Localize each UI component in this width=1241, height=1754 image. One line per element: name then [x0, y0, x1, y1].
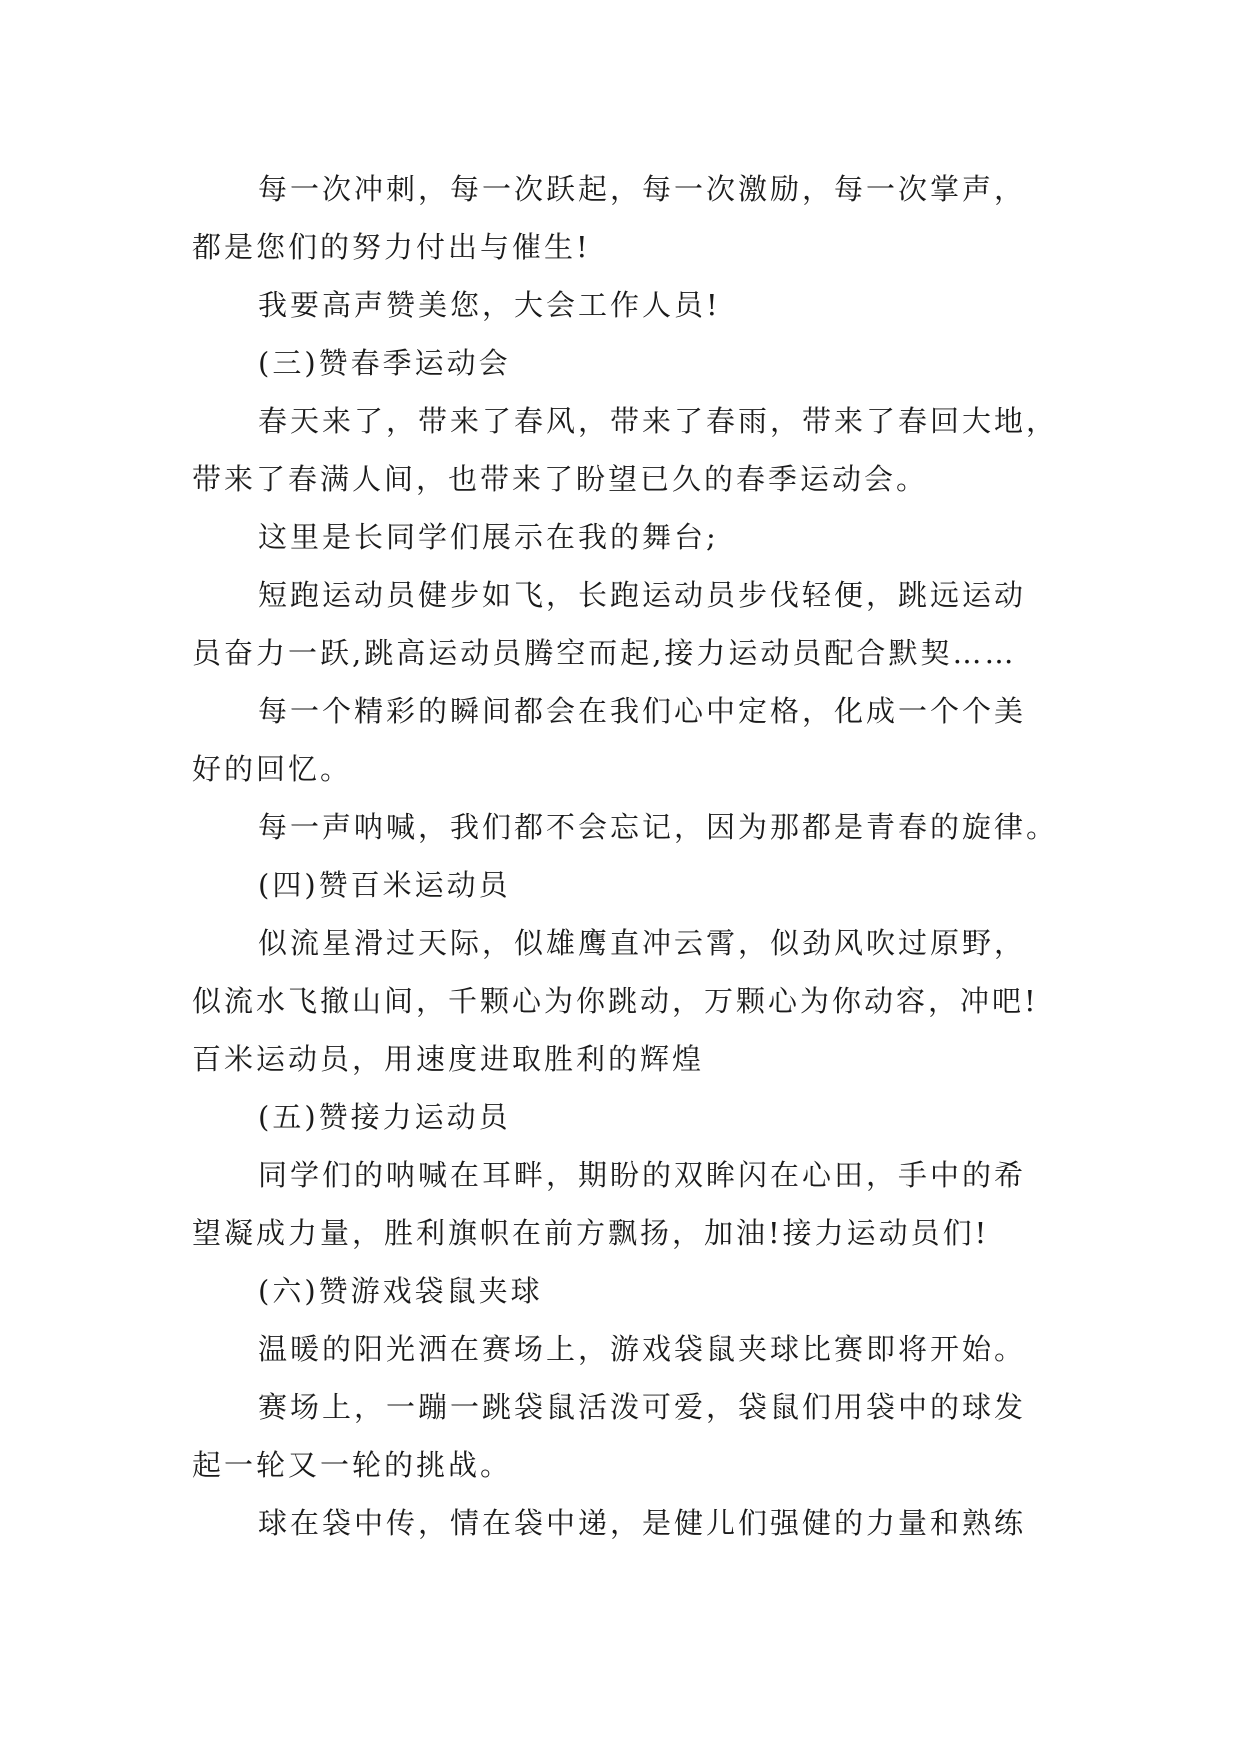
- text-line: 温暖的阳光洒在赛场上，游戏袋鼠夹球比赛即将开始。: [258, 1332, 1027, 1366]
- text-line: 赛场上，一蹦一跳袋鼠活泼可爱，袋鼠们用袋中的球发: [258, 1390, 1027, 1424]
- text-line: 我要高声赞美您，大会工作人员!: [258, 288, 721, 322]
- heading-text: (五)赞接力运动员: [258, 1100, 511, 1134]
- heading-text: (四)赞百米运动员: [258, 868, 511, 902]
- heading-text: (六)赞游戏袋鼠夹球: [258, 1274, 543, 1308]
- paragraph: [192, 160, 1054, 276]
- paragraph: [192, 276, 1054, 334]
- text-line: 短跑运动员健步如飞，长跑运动员步伐轻便，跳远运动: [258, 578, 1027, 612]
- text-line: 似流水飞撤山间，千颗心为你跳动，万颗心为你动容，冲吧!: [192, 984, 1039, 1018]
- paragraph: [192, 798, 1059, 856]
- section-heading: [192, 1088, 1054, 1146]
- paragraph: [192, 914, 1054, 1088]
- text-line: 百米运动员，用速度进取胜利的辉煌: [192, 1042, 705, 1076]
- text-line: 球在袋中传，情在袋中递，是健儿们强健的力量和熟练: [258, 1506, 1027, 1540]
- text-line: 每一声呐喊，我们都不会忘记，因为那都是青春的旋律。: [258, 810, 1059, 844]
- section-heading: [192, 1262, 1054, 1320]
- text-line: 望凝成力量，胜利旗帜在前方飘扬，加油!接力运动员们!: [192, 1216, 990, 1250]
- text-line: 起一轮又一轮的挑战。: [192, 1448, 513, 1482]
- paragraph: [192, 392, 1059, 508]
- text-line: 春天来了，带来了春风，带来了春雨，带来了春回大地，: [258, 404, 1059, 438]
- text-line: 员奋力一跃,跳高运动员腾空而起,接力运动员配合默契……: [192, 636, 1017, 670]
- text-line: 每一个精彩的瞬间都会在我们心中定格，化成一个个美: [258, 694, 1027, 728]
- paragraph: [192, 508, 1054, 566]
- section-heading: [192, 334, 1054, 392]
- text-line: 同学们的呐喊在耳畔，期盼的双眸闪在心田，手中的希: [258, 1158, 1027, 1192]
- text-line: 这里是长同学们展示在我的舞台;: [258, 520, 719, 554]
- heading-text: (三)赞春季运动会: [258, 346, 511, 380]
- text-line: 似流星滑过天际，似雄鹰直冲云霄，似劲风吹过原野，: [258, 926, 1027, 960]
- paragraph: [192, 1378, 1054, 1494]
- text-line: 每一次冲刺，每一次跃起，每一次激励，每一次掌声，: [258, 172, 1027, 206]
- paragraph: [192, 1146, 1054, 1262]
- paragraph: [192, 1320, 1054, 1378]
- paragraph: [192, 566, 1054, 682]
- text-line: 好的回忆。: [192, 752, 353, 786]
- text-line: 都是您们的努力付出与催生!: [192, 230, 591, 264]
- paragraph: [192, 682, 1054, 798]
- text-line: 带来了春满人间，也带来了盼望已久的春季运动会。: [192, 462, 929, 496]
- document-body: [192, 160, 1059, 1552]
- section-heading: [192, 856, 1054, 914]
- paragraph: [192, 1494, 1054, 1552]
